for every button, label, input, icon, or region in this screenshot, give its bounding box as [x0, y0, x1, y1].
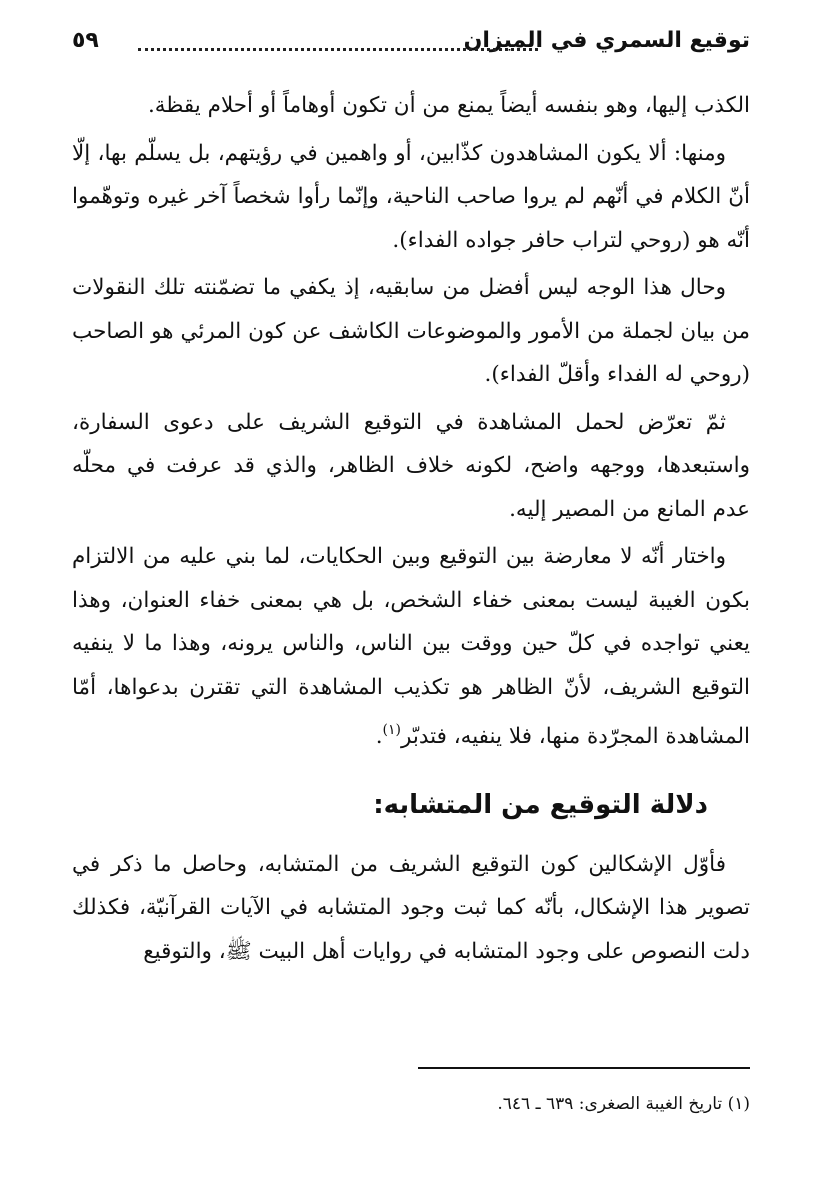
paragraph: ثمّ تعرّض لحمل المشاهدة في التوقيع الشريف على دعوى السفارة، واستبعدها، ووجهه واضح، لكونه خلاف الظاهر، والذي قد عرفت في محلّه عدم المانع من المصير إليه.: [72, 409, 750, 522]
main-text: [72, 84, 750, 977]
paragraph-end: .: [375, 724, 383, 749]
paragraph: الكذب إليها، وهو بنفسه أيضاً يمنع من أن تكون أوهاماً أو أحلام يقظة.: [147, 93, 750, 118]
page-header: [72, 26, 750, 66]
footnote-text: تاريخ الغيبة الصغرى: ٦٣٩ ـ ٦٤٦.: [497, 1094, 723, 1114]
header-dotted-leader: [138, 48, 538, 51]
footnote-reference: (١): [382, 722, 401, 738]
page-number: ٥٩: [72, 28, 99, 53]
paragraph: ومنها: ألا يكون المشاهدون كذّابين، أو واهمين في رؤيتهم، بل يسلّم بها، إلّا أنّ الكلام في أنّهم لم يروا صاحب الناحية، وإنّما رأوا شخصاً آخر غيره وتوهّموا أنّه هو (روحي لتراب حافر جواده الفداء).: [72, 140, 750, 253]
paragraph: وحال هذا الوجه ليس أفضل من سابقيه، إذ يكفي ما تضمّنته تلك النقولات من بيان لجملة من الأمور والموضوعات الكاشف عن كون المرئي هو الصاحب (روحي له الفداء وأقلّ الفداء).: [72, 275, 750, 387]
running-title: توقيع السمري في الميزان: [463, 28, 750, 53]
paragraph: [72, 535, 750, 759]
paragraph: فأوّل الإشكالين كون التوقيع الشريف من المتشابه، وحاصل ما ذكر في تصوير هذا الإشكال، بأنّه كما ثبت وجود المتشابه في الآيات القرآنيّة، فكذلك دلت النصوص على وجود المتشابه في روايات أهل البيت ﷺ، والتوقيع: [72, 851, 750, 964]
footnote: [72, 1090, 750, 1118]
section-heading: دلالة التوقيع من المتشابه:: [373, 789, 708, 820]
footnote-separator: [418, 1067, 750, 1069]
footnote-marker: (١): [727, 1094, 750, 1114]
paragraph-text: واختار أنّه لا معارضة بين التوقيع وبين الحكايات، لما بني عليه من الالتزام بكون الغيبة ليست بمعنى خفاء الشخص، بل هي بمعنى خفاء العنوان، وهذا يعني تواجده في كلّ حين ووقت بين الناس، والناس يرونه، وهذا ما لا ينفيه التوقيع الشريف، لأنّ الظاهر هو تكذيب المشاهدة التي تقترن بدعواها، أمّا المشاهدة المجرّدة منها، فلا ينفيه، فتدبّر: [72, 544, 750, 749]
